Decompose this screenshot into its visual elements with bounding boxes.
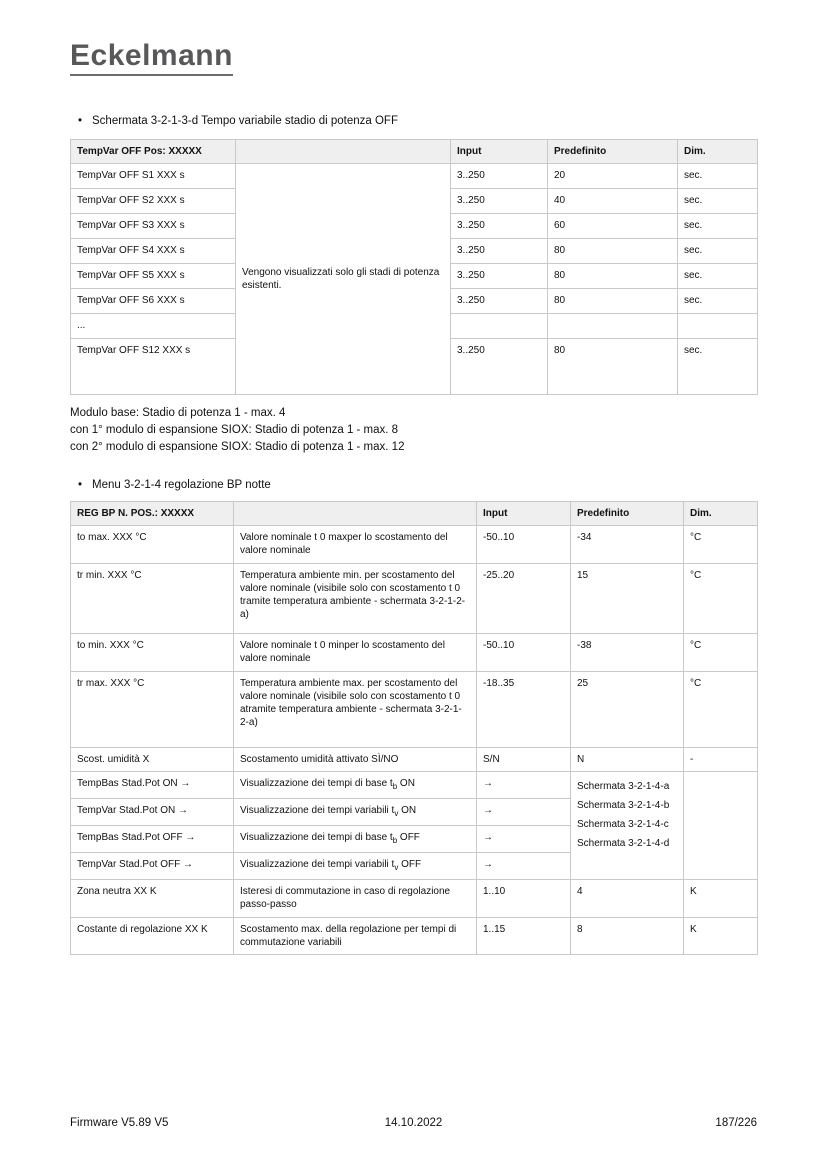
table-header-row [71, 501, 758, 525]
desc-text: ON [397, 777, 415, 789]
schermata-link: Schermata 3-2-1-4-a [577, 780, 670, 792]
default-cell: -34 [571, 525, 684, 563]
footer-page-number: 187/226 [715, 1117, 757, 1129]
default-cell: 40 [548, 188, 678, 213]
table-header-row [71, 139, 758, 163]
desc-cell: Temperatura ambiente min. per scostamento del valore nominale (visibile solo con scostamento t 0 tramite temperatura ambiente - schermata 3-2-1-2-a) [234, 563, 477, 633]
input-cell: 3..250 [451, 288, 548, 313]
input-cell: -50..10 [477, 633, 571, 671]
input-cell: → [477, 825, 571, 852]
desc-cell: Temperatura ambiente max. per scostamento del valore nominale (visibile solo con scostamento t 0 atramite temperatura ambiente - schermata 3-2-1-2-a) [234, 671, 477, 747]
desc-cell: Scostamento max. della regolazione per tempi di commutazione variabili [234, 917, 477, 954]
desc-text: Visualizzazione dei tempi di base t [240, 831, 393, 843]
header-cell-empty [234, 501, 477, 525]
default-cell [548, 313, 678, 338]
header-cell-dim: Dim. [678, 139, 758, 163]
table-row [71, 917, 758, 954]
dim-cell: K [684, 879, 758, 917]
default-cell: 20 [548, 163, 678, 188]
row-name-cell: Costante di regolazione XX K [71, 917, 234, 954]
desc-text: Visualizzazione dei tempi variabili t [240, 858, 395, 870]
row-name-cell: Scost. umidità X [71, 747, 234, 771]
dim-cell [684, 771, 758, 879]
input-cell: 3..250 [451, 163, 548, 188]
dim-cell: °C [684, 525, 758, 563]
default-cell: 80 [548, 263, 678, 288]
dim-cell: sec. [678, 213, 758, 238]
eckelmann-logo [70, 40, 757, 76]
footer-date: 14.10.2022 [384, 1117, 443, 1129]
row-name-cell: TempVar Stad.Pot OFF → [71, 852, 234, 879]
row-name-cell: TempBas Stad.Pot OFF → [71, 825, 234, 852]
input-cell: → [477, 798, 571, 825]
siox-paragraph [70, 405, 757, 456]
schermata-link: Schermata 3-2-1-4-d [577, 837, 670, 849]
subscript: b [392, 835, 398, 845]
desc-text: ON [398, 804, 417, 816]
input-cell: -18..35 [477, 671, 571, 747]
row-name-cell: TempVar OFF S12 XXX s [71, 338, 236, 394]
input-cell: 1..10 [477, 879, 571, 917]
input-cell [451, 313, 548, 338]
input-cell: -25..20 [477, 563, 571, 633]
header-cell-empty [236, 139, 451, 163]
row-name-cell: TempBas Stad.Pot ON → [71, 771, 234, 798]
row-name-cell: ... [71, 313, 236, 338]
desc-text: OFF [397, 831, 420, 843]
row-name-cell: TempVar OFF S6 XXX s [71, 288, 236, 313]
row-name-cell: TempVar OFF S4 XXX s [71, 238, 236, 263]
footer-firmware-version: Firmware V5.89 V5 [70, 1117, 169, 1129]
table-row [71, 879, 758, 917]
desc-cell: Isteresi di commutazione in caso di regolazione passo-passo [234, 879, 477, 917]
table-row [71, 525, 758, 563]
default-cell: 60 [548, 213, 678, 238]
row-name-cell: tr max. XXX °C [71, 671, 234, 747]
dim-cell: K [684, 917, 758, 954]
input-cell: 1..15 [477, 917, 571, 954]
header-cell-predefinito: Predefinito [571, 501, 684, 525]
input-cell: 3..250 [451, 238, 548, 263]
input-cell: 3..250 [451, 263, 548, 288]
schermata-link: Schermata 3-2-1-4-b [577, 799, 670, 811]
input-cell: 3..250 [451, 213, 548, 238]
default-cell: -38 [571, 633, 684, 671]
dim-cell: °C [684, 563, 758, 633]
default-cell: N [571, 747, 684, 771]
desc-cell [234, 825, 477, 852]
input-cell: → [477, 852, 571, 879]
desc-text: Visualizzazione dei tempi di base t [240, 777, 393, 789]
desc-cell: Scostamento umidità attivato SÌ/NO [234, 747, 477, 771]
row-name-cell: tr min. XXX °C [71, 563, 234, 633]
input-cell: 3..250 [451, 188, 548, 213]
dim-cell: sec. [678, 238, 758, 263]
desc-cell [234, 771, 477, 798]
input-cell: → [477, 771, 571, 798]
dim-cell: - [684, 747, 758, 771]
dim-cell: sec. [678, 188, 758, 213]
row-name-cell: to max. XXX °C [71, 525, 234, 563]
table-row [71, 747, 758, 771]
table-row [71, 671, 758, 747]
table-row [71, 771, 758, 798]
tempvar-off-table [70, 139, 758, 395]
dim-cell: °C [684, 671, 758, 747]
header-cell-dim: Dim. [684, 501, 758, 525]
header-cell-pos: REG BP N. POS.: XXXXX [71, 501, 234, 525]
row-name-cell: TempVar OFF S3 XXX s [71, 213, 236, 238]
header-cell-predefinito: Predefinito [548, 139, 678, 163]
row-name-cell: TempVar OFF S1 XXX s [71, 163, 236, 188]
note-cell: Vengono visualizzati solo gli stadi di potenza esistenti. [236, 163, 451, 394]
desc-cell: Valore nominale t 0 minper lo scostamento del valore nominale [234, 633, 477, 671]
desc-cell: Valore nominale t 0 maxper lo scostamento del valore nominale [234, 525, 477, 563]
desc-cell [234, 852, 477, 879]
section1-heading: • Schermata 3-2-1-3-d Tempo variabile stadio di potenza OFF [70, 114, 757, 129]
default-cell: 4 [571, 879, 684, 917]
paragraph-line: con 2° modulo di espansione SIOX: Stadio di potenza 1 - max. 12 [70, 440, 405, 453]
default-cell: 80 [548, 238, 678, 263]
row-name-cell: Zona neutra XX K [71, 879, 234, 917]
subscript: v [394, 808, 399, 818]
input-cell: 3..250 [451, 338, 548, 394]
paragraph-line: con 1° modulo di espansione SIOX: Stadio di potenza 1 - max. 8 [70, 423, 399, 436]
default-cell: 80 [548, 338, 678, 394]
table-row [71, 563, 758, 633]
input-cell: S/N [477, 747, 571, 771]
default-cell: 8 [571, 917, 684, 954]
section2-heading: • Menu 3-2-1-4 regolazione BP notte [70, 478, 757, 493]
dim-cell [678, 313, 758, 338]
row-name-cell: TempVar OFF S2 XXX s [71, 188, 236, 213]
default-cell: 80 [548, 288, 678, 313]
desc-cell [234, 798, 477, 825]
table-row [71, 163, 758, 188]
desc-text: OFF [398, 858, 422, 870]
dim-cell: sec. [678, 263, 758, 288]
schermata-link: Schermata 3-2-1-4-c [577, 818, 669, 830]
page-footer [70, 1117, 757, 1129]
desc-text: Visualizzazione dei tempi variabili t [240, 804, 395, 816]
default-cell: 15 [571, 563, 684, 633]
schermata-links-cell [571, 771, 684, 879]
subscript: b [392, 781, 398, 791]
dim-cell: sec. [678, 163, 758, 188]
input-cell: -50..10 [477, 525, 571, 563]
dim-cell: °C [684, 633, 758, 671]
paragraph-line: Modulo base: Stadio di potenza 1 - max. 4 [70, 406, 286, 419]
reg-bp-table [70, 501, 758, 955]
header-cell-pos: TempVar OFF Pos: XXXXX [71, 139, 236, 163]
default-cell: 25 [571, 671, 684, 747]
dim-cell: sec. [678, 338, 758, 394]
subscript: v [394, 862, 399, 872]
row-name-cell: TempVar OFF S5 XXX s [71, 263, 236, 288]
row-name-cell: TempVar Stad.Pot ON → [71, 798, 234, 825]
table-row [71, 633, 758, 671]
header-cell-input: Input [477, 501, 571, 525]
dim-cell: sec. [678, 288, 758, 313]
header-cell-input: Input [451, 139, 548, 163]
logo-wordmark: Eckelmann [70, 40, 233, 76]
row-name-cell: to min. XXX °C [71, 633, 234, 671]
